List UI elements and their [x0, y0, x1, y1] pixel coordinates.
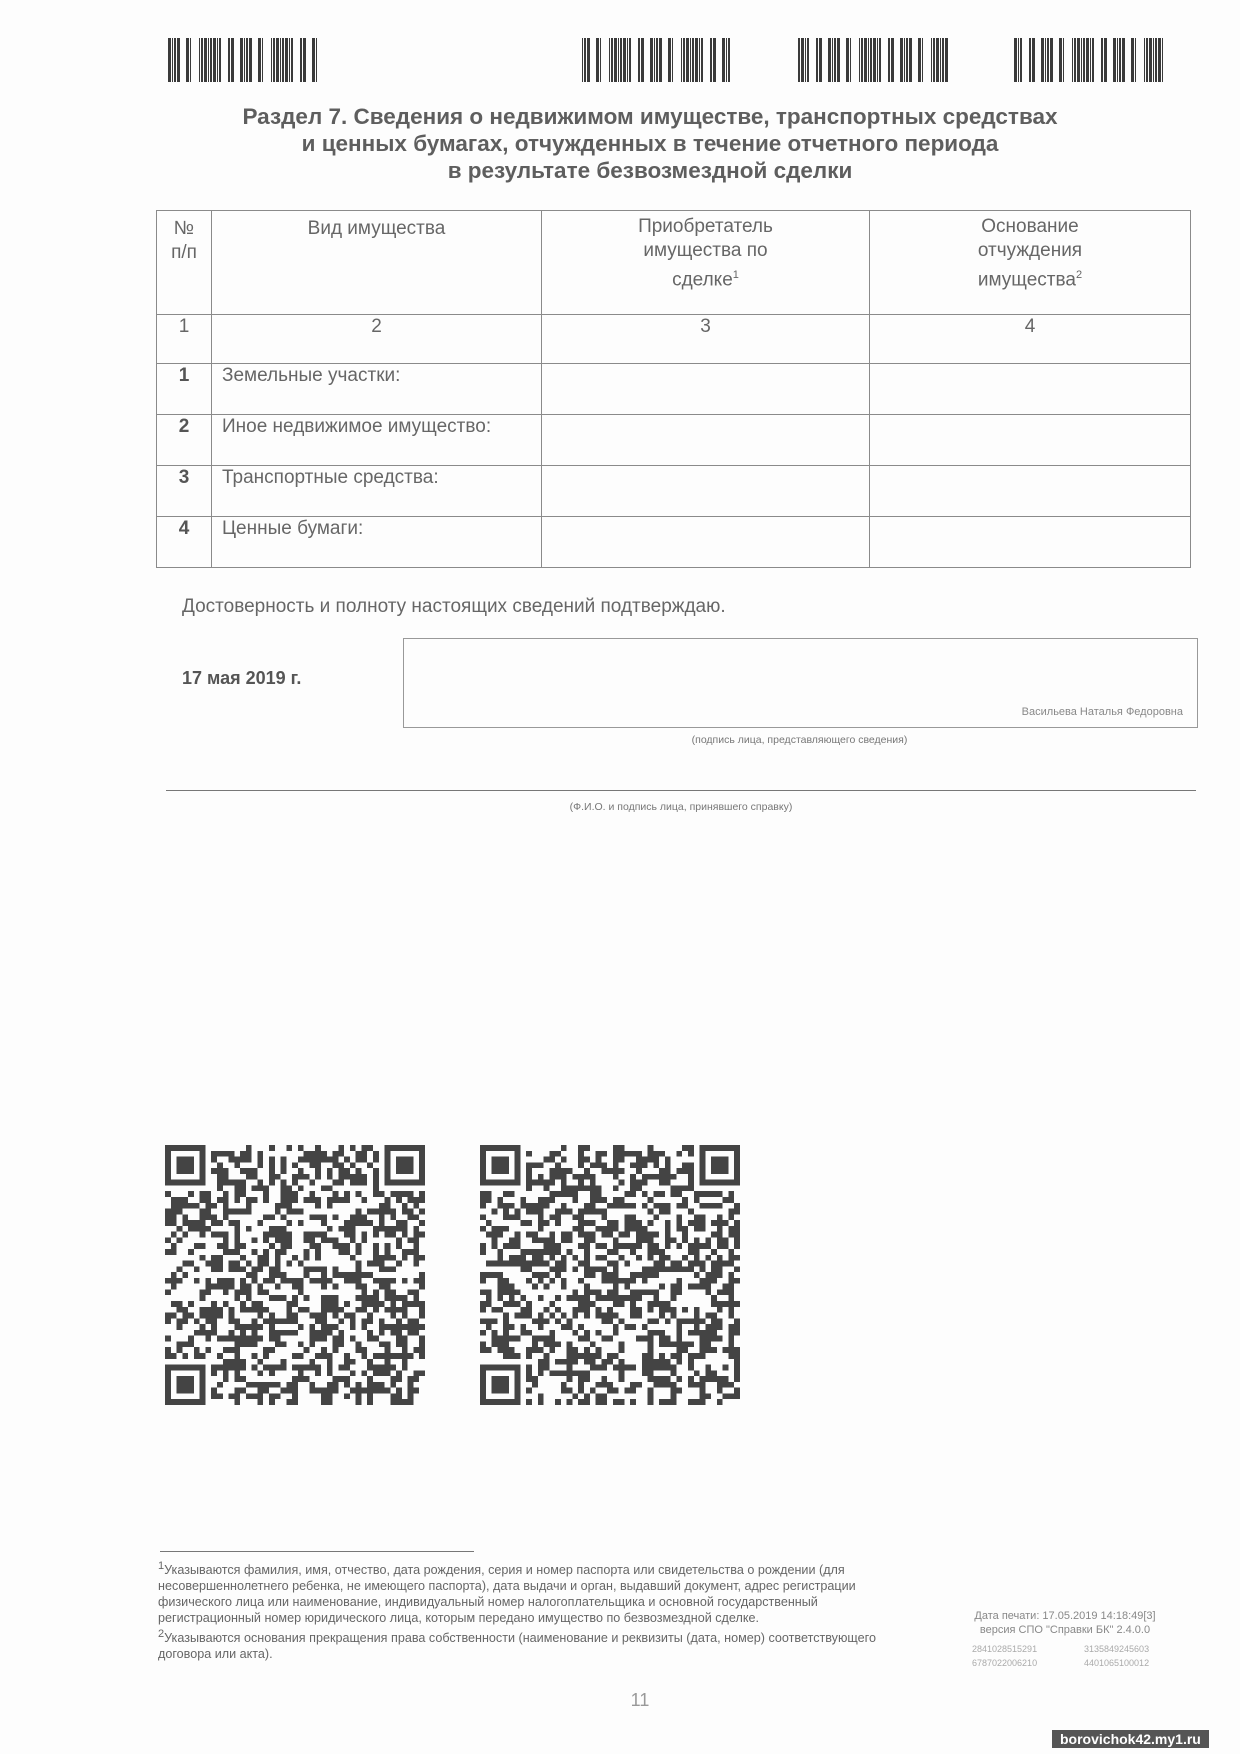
code: 3135849245603 — [1084, 1644, 1150, 1654]
signature-box — [403, 638, 1198, 728]
row-basis — [870, 466, 1191, 517]
barcode-4 — [1014, 38, 1164, 82]
col-number: 1 — [157, 315, 212, 364]
row-label: Земельные участки: — [212, 364, 542, 415]
header-num: № п/п — [157, 211, 212, 315]
sign-date: 17 мая 2019 г. — [182, 668, 302, 688]
col-number: 4 — [870, 315, 1191, 364]
receiver-line — [166, 790, 1196, 791]
col-number: 3 — [542, 315, 870, 364]
row-acquirer — [542, 517, 870, 568]
header-basis: Основание отчуждения имущества$^2$ — [870, 211, 1191, 315]
property-table — [156, 210, 1191, 568]
footnote-2: $^2$Указываются основания прекращения права собственности (наименование и реквизиты (дата, номер) соответствующего договора или акта). — [158, 1628, 876, 1662]
footnotes — [158, 1558, 878, 1662]
header-acquirer: Приобретатель имущества по сделке$^1$ — [542, 211, 870, 315]
software-version: версия СПО "Справки БК" 2.4.0.0 — [979, 1624, 1151, 1636]
row-label: Ценные бумаги: — [212, 517, 542, 568]
qr-code-2 — [480, 1145, 740, 1405]
title-line-2: и ценных бумагах, отчужденных в течение отчетного периода — [301, 131, 999, 156]
code: 4401065100012 — [1084, 1658, 1150, 1668]
table-row — [157, 517, 1191, 568]
row-num: 3 — [157, 466, 212, 517]
table-row — [157, 466, 1191, 517]
row-label: Иное недвижимое имущество: — [212, 415, 542, 466]
row-num: 4 — [157, 517, 212, 568]
receiver-caption: (Ф.И.О. и подпись лица, принявшего справку) — [569, 801, 793, 813]
footnote-divider — [160, 1551, 474, 1552]
footnote-1: $^1$Указываются фамилия, имя, отчество, дата рождения, серия и номер паспорта или свидетельства о рождении (для несовершеннолетнего ребенка, не имеющего паспорта), дата выдачи и орган, выдавший документ, адрес регистрации физического лица или наименование, индивидуальный номер налогоплательщика и основной государственный регистрационный номер юридического лица, которым передано имущество по безвозмездной сделке. — [158, 1560, 856, 1626]
table-header-row — [157, 211, 1191, 315]
qr-code-1 — [165, 1145, 425, 1405]
document-codes — [972, 1642, 1182, 1670]
col-number: 2 — [212, 315, 542, 364]
row-acquirer — [542, 415, 870, 466]
table-row — [157, 364, 1191, 415]
row-acquirer — [542, 466, 870, 517]
code: 2841028515291 — [972, 1644, 1038, 1654]
watermark: borovichok42.my1.ru — [1052, 1730, 1209, 1748]
row-basis — [870, 364, 1191, 415]
header-property-type: Вид имущества — [212, 211, 542, 315]
row-basis — [870, 517, 1191, 568]
row-acquirer — [542, 364, 870, 415]
code: 6787022006210 — [972, 1658, 1038, 1668]
signer-name: Васильева Наталья Федоровна — [1021, 706, 1183, 718]
row-num: 1 — [157, 364, 212, 415]
section-title — [150, 103, 1150, 184]
title-line-1: Раздел 7. Сведения о недвижимом имуществе, транспортных средствах — [242, 104, 1058, 129]
page-number: 11 — [630, 1690, 650, 1710]
table-row — [157, 415, 1191, 466]
row-basis — [870, 415, 1191, 466]
print-date: Дата печати: 17.05.2019 14:18:49[3] — [974, 1610, 1156, 1622]
barcode-1 — [168, 38, 318, 82]
row-num: 2 — [157, 415, 212, 466]
confirmation-text: Достоверность и полноту настоящих сведений подтверждаю. — [182, 596, 726, 617]
column-number-row — [157, 315, 1191, 364]
barcode-2 — [582, 38, 730, 82]
row-label: Транспортные средства: — [212, 466, 542, 517]
barcode-3 — [798, 38, 948, 82]
signature-caption: (подпись лица, представляющего сведения) — [691, 734, 908, 746]
title-line-3: в результате безвозмездной сделки — [447, 158, 853, 183]
print-info — [930, 1609, 1200, 1637]
